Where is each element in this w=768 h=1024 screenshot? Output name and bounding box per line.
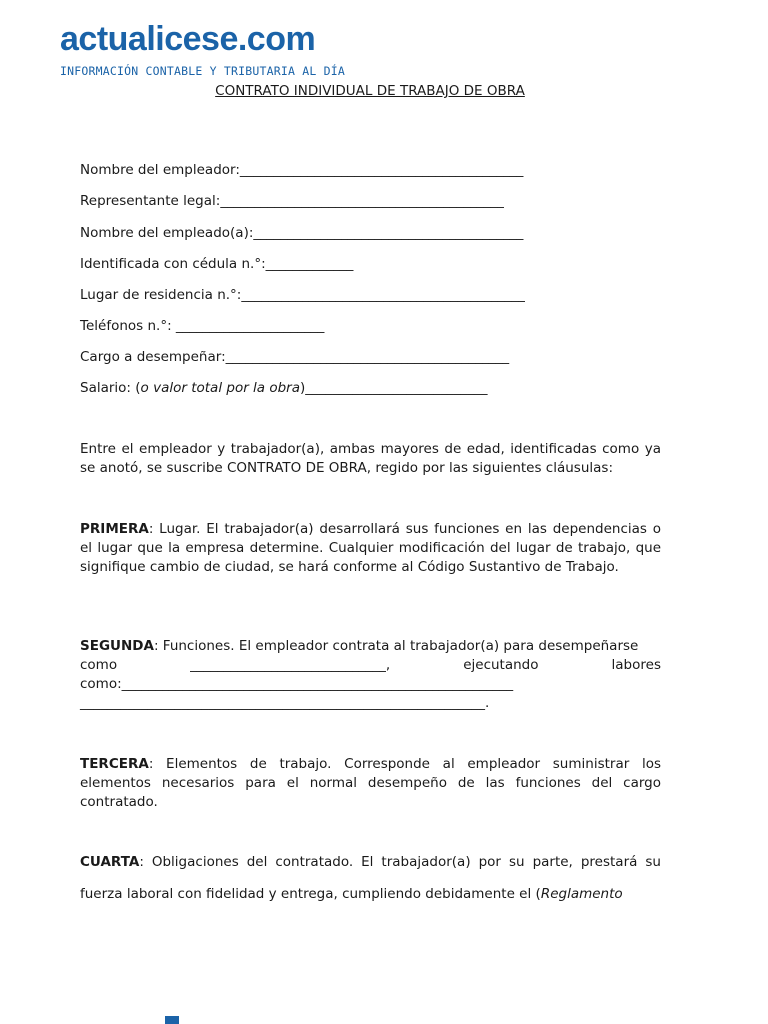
clause-text: : Elementos de trabajo. Corresponde al empleador suministrar los elementos necesarios para el normal desempeño de las funciones del cargo contratado. xyxy=(80,756,661,810)
clause-primera xyxy=(80,520,661,577)
clause-text: como xyxy=(80,657,118,673)
clause-blank: como:__________________________________________________________ xyxy=(80,676,514,692)
field-label-suffix: ) xyxy=(300,380,306,396)
field-blank: ___________________________ xyxy=(305,380,488,396)
clause-heading: TERCERA xyxy=(80,756,149,772)
clause-heading: CUARTA xyxy=(80,854,140,870)
field-cargo xyxy=(80,348,509,366)
field-label: Lugar de residencia n.°: xyxy=(80,287,242,303)
clause-blank: ____________________________________________________________. xyxy=(80,695,490,711)
clause-tercera xyxy=(80,755,661,812)
field-nombre-empleado xyxy=(80,224,523,242)
field-label-italic: o valor total por la obra xyxy=(140,380,301,396)
field-telefonos xyxy=(80,317,324,335)
clause-blank: _____________________________, xyxy=(190,657,391,673)
field-blank: ______________________ xyxy=(175,318,325,334)
field-lugar-residencia xyxy=(80,286,525,304)
field-label: Nombre del empleado(a): xyxy=(80,225,254,241)
clause-italic: Reglamento xyxy=(540,886,623,902)
clause-cuarta xyxy=(80,846,661,910)
field-blank: __________________________________________ xyxy=(225,349,510,365)
field-blank: __________________________________________ xyxy=(220,193,504,209)
brand-tagline: INFORMACIÓN CONTABLE Y TRIBUTARIA AL DÍA xyxy=(60,64,345,78)
field-blank: ________________________________________ xyxy=(253,225,524,241)
field-label: Identificada con cédula n.°: xyxy=(80,256,266,272)
clause-text: : Lugar. El trabajador(a) desarrollará sus funciones en las dependencias o el lugar que la empresa determine. Cualquier modificación del lugar de trabajo, que signifique cambio de ciudad, se hará conforme al Código Sustantivo de Trabajo. xyxy=(80,521,661,575)
field-label: Cargo a desempeñar: xyxy=(80,349,226,365)
intro-paragraph: Entre el empleador y trabajador(a), ambas mayores de edad, identificadas como ya se anotó, se suscribe CONTRATO DE OBRA, regido por las siguientes cláusulas: xyxy=(80,441,661,476)
clause-heading: SEGUNDA xyxy=(80,638,154,654)
field-label-prefix: Salario: ( xyxy=(80,380,141,396)
field-label: Teléfonos n.°: xyxy=(80,318,176,334)
clause-heading: PRIMERA xyxy=(80,521,149,537)
brand-logo: actualicese.com xyxy=(60,20,316,58)
document-title: CONTRATO INDIVIDUAL DE TRABAJO DE OBRA xyxy=(215,83,525,99)
page-edge-mark xyxy=(165,1016,179,1024)
clause-text: labores xyxy=(611,657,661,673)
field-representante-legal xyxy=(80,192,504,210)
field-blank: _____________ xyxy=(265,256,354,272)
field-blank: __________________________________________ xyxy=(239,162,524,178)
clause-text: : Funciones. El empleador contrata al trabajador(a) para desempeñarse xyxy=(153,638,639,654)
field-label: Nombre del empleador: xyxy=(80,162,240,178)
field-cedula xyxy=(80,255,353,273)
field-label: Representante legal: xyxy=(80,193,221,209)
clause-segunda xyxy=(80,637,661,713)
field-nombre-empleador xyxy=(80,161,523,179)
clause-text: ejecutando xyxy=(463,657,539,673)
field-salario xyxy=(80,379,488,397)
field-blank: __________________________________________ xyxy=(241,287,525,303)
clause-text: : Obligaciones del contratado. El trabajador(a) por su parte, prestará su fuerza laboral con fidelidad y entrega, cumpliendo debidamente el ( xyxy=(80,854,661,902)
